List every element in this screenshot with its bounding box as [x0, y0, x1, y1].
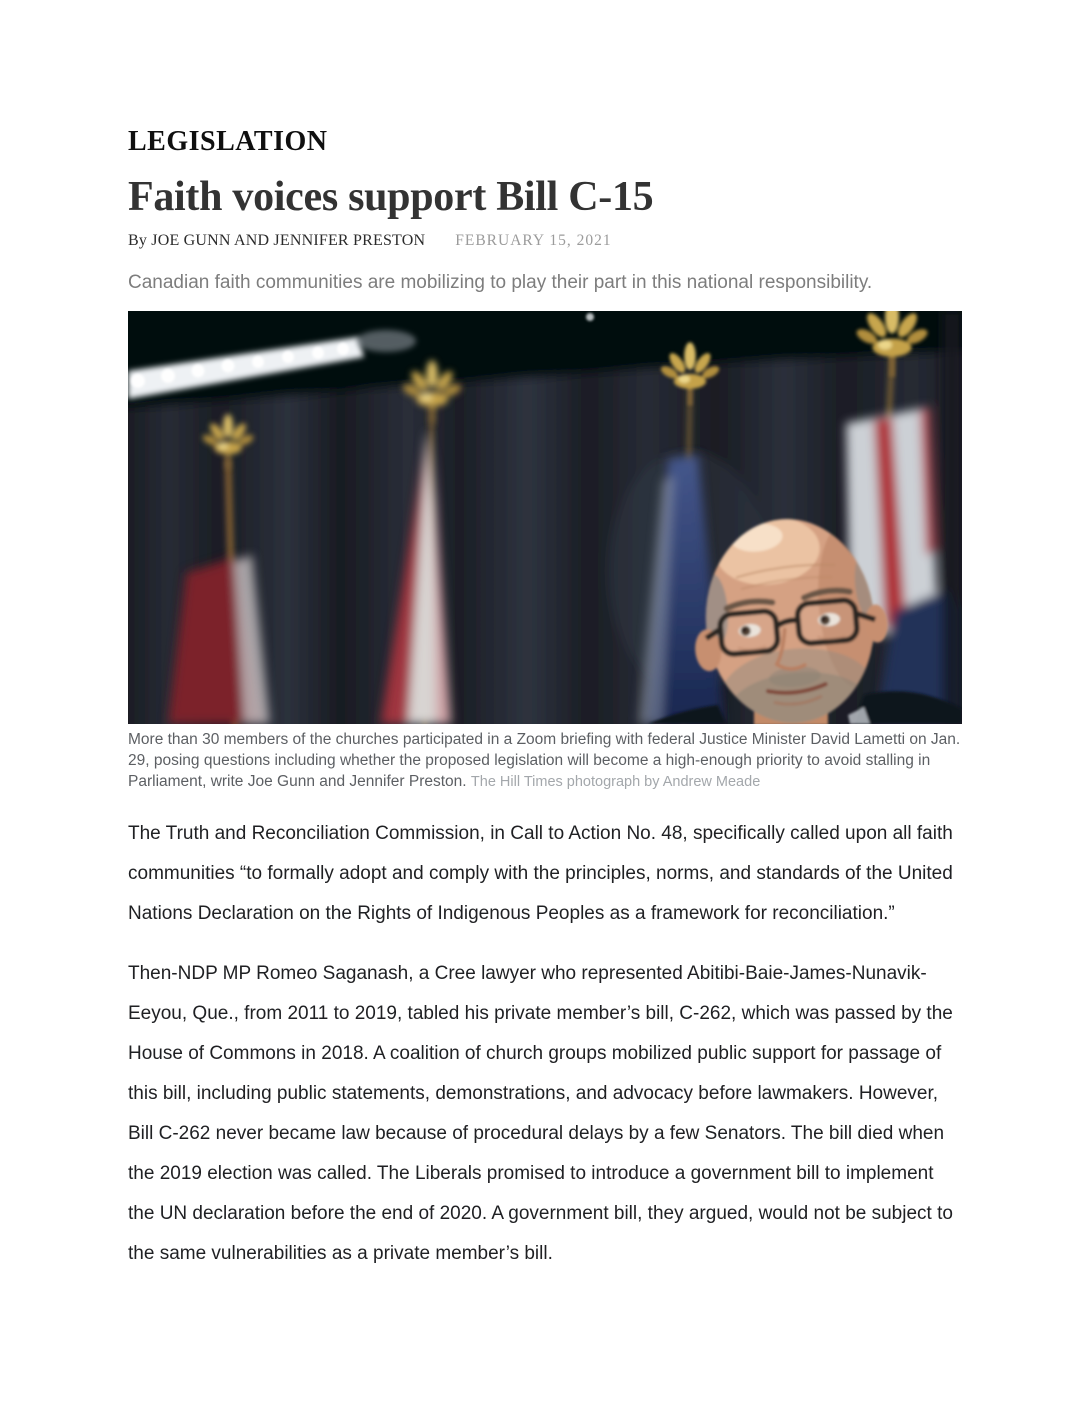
article-title: Faith voices support Bill C-15 [128, 174, 654, 220]
byline-row [128, 231, 962, 251]
photo-credit: The Hill Times photograph by Andrew Meade [470, 774, 761, 790]
standfirst: Canadian faith communities are mobilizing to play their part in this national responsibility. [128, 272, 873, 293]
publish-date: FEBRUARY 15, 2021 [455, 232, 612, 249]
article-photo [128, 311, 962, 724]
category-label: LEGISLATION [128, 126, 328, 157]
body-paragraph-2: Then-NDP MP Romeo Saganash, a Cree lawyer who represented Abitibi-Baie-James-Nunavik-Eeyou, Que., from 2011 to 2019, tabled his private member’s bill, C-262, which was passed by the House of Commons in 2018. A coalition of church groups mobilized public support for passage of this bill, including public statements, demonstrations, and advocacy before lawmakers. However, Bill C-262 never became law because of procedural delays by a few Senators. The bill died when the 2019 election was called. The Liberals promised to introduce a government bill to implement the UN declaration before the end of 2020. A government bill, they argued, would not be subject to the same vulnerabilities as a private member’s bill. [128, 963, 953, 1264]
press-conference-photo-illustration [128, 311, 962, 724]
photo-caption-block [128, 729, 962, 793]
body-paragraph-1: The Truth and Reconciliation Commission, in Call to Action No. 48, specifically called upon all faith communities “to formally adopt and comply with the principles, norms, and standards of the United Nations Declaration on the Rights of Indigenous Peoples as a framework for reconciliation.” [128, 823, 953, 924]
photo-caption: More than 30 members of the churches participated in a Zoom briefing with federal Justice Minister David Lametti on Jan. 29, posing questions including whether the proposed legislation will become a high-enough priority to avoid stalling in Parliament, write Joe Gunn and Jennifer Preston. [128, 731, 961, 790]
byline: By JOE GUNN AND JENNIFER PRESTON [128, 232, 426, 249]
article-content [128, 0, 962, 1274]
